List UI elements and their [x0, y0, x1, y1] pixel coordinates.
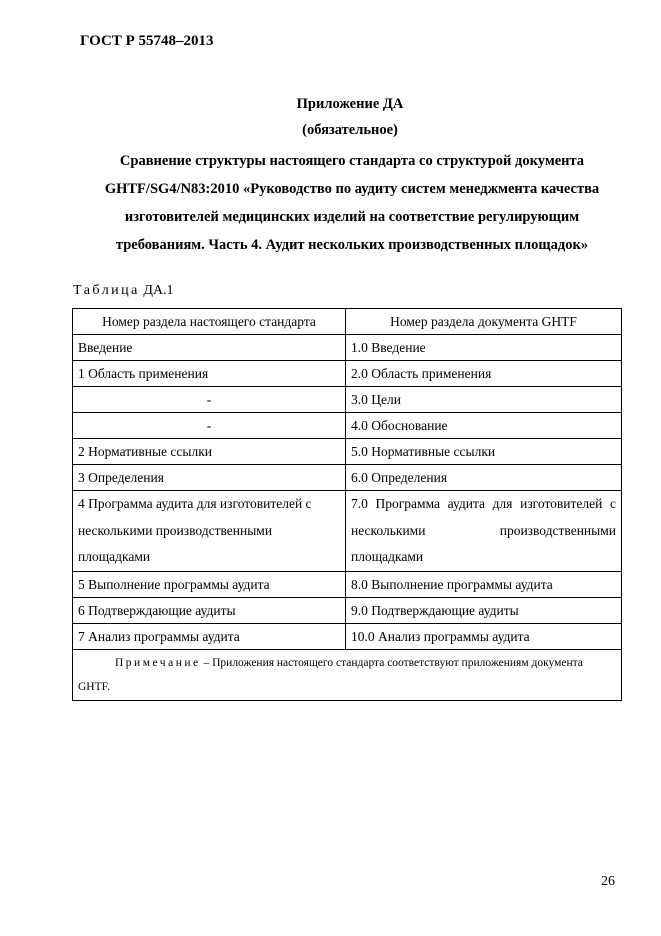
table-cell: 3.0 Цели [346, 387, 622, 413]
heading-line: изготовителей медицинских изделий на соответствие регулирующим [124, 209, 580, 225]
table-note-row [73, 650, 622, 701]
note-label: Примечание [115, 657, 201, 669]
heading-line: Сравнение структуры настоящего стандарта со структурой документа [119, 153, 585, 169]
caption-label: Таблица [73, 283, 140, 298]
table-cell: 4 Программа аудита для изготовителей с несколькими производственными площадками [73, 491, 346, 572]
table-cell: Введение [73, 335, 346, 361]
table-cell: - [73, 387, 346, 413]
table-cell: 8.0 Выполнение программы аудита [346, 572, 622, 598]
table-cell: 6 Подтверждающие аудиты [73, 598, 346, 624]
page-number: 26 [601, 874, 615, 889]
table-row [73, 439, 622, 465]
table-cell: 5 Выполнение программы аудита [73, 572, 346, 598]
table-note [73, 650, 622, 701]
appendix-heading [82, 147, 622, 259]
comparison-table [72, 308, 622, 701]
table-cell: 7 Анализ программы аудита [73, 624, 346, 650]
table-cell: - [73, 413, 346, 439]
table-row [73, 387, 622, 413]
heading-line: GHTF/SG4/N83:2010 «Руководство по аудиту систем менеджмента качества [104, 181, 600, 197]
caption-number: ДА.1 [143, 283, 174, 298]
table-row [73, 335, 622, 361]
document-header: ГОСТ Р 55748–2013 [80, 33, 214, 49]
table-cell: 7.0 Программа аудита для изготовителей с несколькими производственными площадками [346, 491, 622, 572]
table-cell: 6.0 Определения [346, 465, 622, 491]
appendix-status: (обязательное) [302, 122, 398, 138]
table-cell: 2.0 Область применения [346, 361, 622, 387]
heading-line: требованиям. Часть 4. Аудит нескольких производственных площадок» [115, 237, 589, 253]
table-cell: 4.0 Обоснование [346, 413, 622, 439]
appendix-title: Приложение ДА [296, 96, 404, 112]
table-row [73, 413, 622, 439]
table-caption [73, 283, 174, 299]
note-text: – Приложения настоящего стандарта соответствуют приложениям документа GHTF. [78, 657, 583, 693]
table-cell: 3 Определения [73, 465, 346, 491]
table-cell: 5.0 Нормативные ссылки [346, 439, 622, 465]
table-cell: 2 Нормативные ссылки [73, 439, 346, 465]
table-header-row [73, 309, 622, 335]
table-row [73, 465, 622, 491]
table-row [73, 624, 622, 650]
table-row [73, 491, 622, 572]
table-row [73, 598, 622, 624]
column-header: Номер раздела настоящего стандарта [73, 309, 346, 335]
table-cell: 1.0 Введение [346, 335, 622, 361]
table-row [73, 361, 622, 387]
table-cell: 9.0 Подтверждающие аудиты [346, 598, 622, 624]
table-cell: 10.0 Анализ программы аудита [346, 624, 622, 650]
column-header: Номер раздела документа GHTF [346, 309, 622, 335]
table-cell: 1 Область применения [73, 361, 346, 387]
table-row [73, 572, 622, 598]
